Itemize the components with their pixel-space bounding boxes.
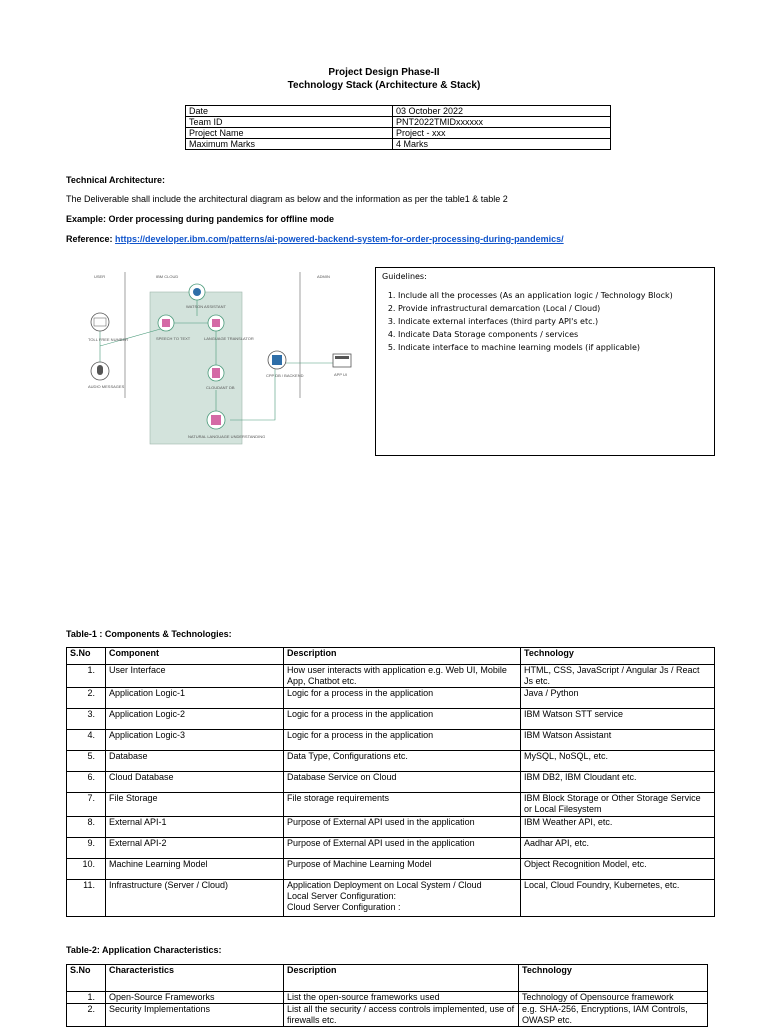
table-cell: Security Implementations bbox=[106, 1004, 284, 1027]
table-cell: Machine Learning Model bbox=[106, 859, 284, 880]
guideline-item: 3. Indicate external interfaces (third party API's etc.) bbox=[398, 315, 708, 328]
meta-label: Team ID bbox=[186, 117, 393, 128]
table-cell: Logic for a process in the application bbox=[284, 730, 521, 751]
table-row bbox=[67, 838, 715, 859]
table-cell: User Interface bbox=[106, 665, 284, 688]
table-row bbox=[67, 817, 715, 838]
table-cell: Purpose of External API used in the application bbox=[284, 838, 521, 859]
meta-row bbox=[186, 117, 611, 128]
table-cell: Object Recognition Model, etc. bbox=[521, 859, 715, 880]
table-cell: HTML, CSS, JavaScript / Angular Js / React Js etc. bbox=[521, 665, 715, 688]
table-cell: Data Type, Configurations etc. bbox=[284, 751, 521, 772]
reference-label: Reference: bbox=[66, 234, 113, 244]
table-cell: MySQL, NoSQL, etc. bbox=[521, 751, 715, 772]
node-label: SPEECH TO TEXT bbox=[156, 336, 191, 341]
guideline-item: 2. Provide infrastructural demarcation (Local / Cloud) bbox=[398, 302, 708, 315]
column-header: Characteristics bbox=[106, 965, 284, 992]
meta-label: Date bbox=[186, 106, 393, 117]
table2-caption: Table-2: Application Characteristics: bbox=[66, 945, 222, 955]
meta-table bbox=[185, 105, 611, 150]
table-cell: Logic for a process in the application bbox=[284, 688, 521, 709]
table-cell: 8. bbox=[67, 817, 106, 838]
table1-caption: Table-1 : Components & Technologies: bbox=[66, 629, 232, 639]
guidelines-box bbox=[375, 267, 715, 456]
table-cell: Infrastructure (Server / Cloud) bbox=[106, 880, 284, 917]
nlu-icon bbox=[211, 415, 221, 425]
table-row bbox=[67, 1004, 708, 1027]
language-translator-icon bbox=[212, 319, 220, 327]
components-table-body bbox=[67, 665, 715, 917]
column-header: Technology bbox=[521, 648, 715, 665]
table-row bbox=[67, 772, 715, 793]
table-cell: Open-Source Frameworks bbox=[106, 992, 284, 1004]
table-cell: 2. bbox=[67, 1004, 106, 1027]
table-cell: 9. bbox=[67, 838, 106, 859]
table-cell: How user interacts with application e.g. Web UI, Mobile App, Chatbot etc. bbox=[284, 665, 521, 688]
table-cell: External API-1 bbox=[106, 817, 284, 838]
node-label: WATSON ASSISTANT bbox=[186, 304, 226, 309]
table-cell: File storage requirements bbox=[284, 793, 521, 817]
phone-icon bbox=[94, 318, 106, 326]
table-cell: 1. bbox=[67, 665, 106, 688]
node-label: NATURAL LANGUAGE UNDERSTANDING bbox=[188, 434, 266, 439]
speech-to-text-icon bbox=[162, 319, 170, 327]
meta-label: Project Name bbox=[186, 128, 393, 139]
table-cell: Local, Cloud Foundry, Kubernetes, etc. bbox=[521, 880, 715, 917]
example-line: Example: Order processing during pandemics for offline mode bbox=[66, 214, 335, 224]
table-cell: 10. bbox=[67, 859, 106, 880]
guideline-item: 4. Indicate Data Storage components / services bbox=[398, 328, 708, 341]
meta-value: PNT2022TMIDxxxxxx bbox=[393, 117, 611, 128]
table-cell: Database Service on Cloud bbox=[284, 772, 521, 793]
table-row bbox=[67, 665, 715, 688]
page-title: Project Design Phase-II bbox=[328, 67, 440, 78]
diagram-col-cloud: IBM CLOUD bbox=[156, 274, 179, 279]
table-row bbox=[67, 709, 715, 730]
table-cell: Application Logic-2 bbox=[106, 709, 284, 730]
table-cell: Application Logic-3 bbox=[106, 730, 284, 751]
table-cell: Technology of Opensource framework bbox=[519, 992, 708, 1004]
guideline-item: 5. Indicate interface to machine learning models (if applicable) bbox=[398, 341, 708, 354]
table-row bbox=[67, 992, 708, 1004]
table-cell: IBM DB2, IBM Cloudant etc. bbox=[521, 772, 715, 793]
column-header: Component bbox=[106, 648, 284, 665]
column-header: Description bbox=[284, 648, 521, 665]
components-table bbox=[66, 647, 715, 917]
characteristics-table bbox=[66, 964, 708, 1027]
table-cell: File Storage bbox=[106, 793, 284, 817]
table-cell: IBM Watson STT service bbox=[521, 709, 715, 730]
table-cell: Logic for a process in the application bbox=[284, 709, 521, 730]
table-cell: Aadhar API, etc. bbox=[521, 838, 715, 859]
diagram-col-user: USER bbox=[94, 274, 106, 279]
column-header: Description bbox=[284, 965, 519, 992]
table-cell: Application Deployment on Local System / Cloud Local Server Configuration: Cloud Server Configuration : bbox=[284, 880, 521, 917]
column-header: S.No bbox=[67, 965, 106, 992]
meta-row bbox=[186, 128, 611, 139]
table-cell: List the open-source frameworks used bbox=[284, 992, 519, 1004]
table-row bbox=[67, 880, 715, 917]
table-header-row bbox=[67, 965, 708, 992]
watson-assistant-icon bbox=[193, 288, 201, 296]
table-row bbox=[67, 751, 715, 772]
table-cell: 4. bbox=[67, 730, 106, 751]
meta-value: 4 Marks bbox=[393, 139, 611, 150]
reference-link[interactable]: https://developer.ibm.com/patterns/ai-powered-backend-system-for-order-processing-during-pandemics/ bbox=[115, 234, 564, 244]
table-cell: Application Logic-1 bbox=[106, 688, 284, 709]
table-cell: Cloud Database bbox=[106, 772, 284, 793]
table-cell: 6. bbox=[67, 772, 106, 793]
diagram-col-admin: ADMIN bbox=[317, 274, 330, 279]
tech-arch-heading: Technical Architecture: bbox=[66, 175, 166, 185]
table-cell: Purpose of Machine Learning Model bbox=[284, 859, 521, 880]
table-cell: e.g. SHA-256, Encryptions, IAM Controls, OWASP etc. bbox=[519, 1004, 708, 1027]
table-row bbox=[67, 688, 715, 709]
meta-row bbox=[186, 139, 611, 150]
table-cell: IBM Watson Assistant bbox=[521, 730, 715, 751]
node-label: CPP DB / BACKEND bbox=[266, 373, 304, 378]
window-icon bbox=[335, 356, 349, 359]
table-cell: 2. bbox=[67, 688, 106, 709]
node-label: LANGUAGE TRANSLATOR bbox=[204, 336, 254, 341]
architecture-diagram bbox=[80, 268, 370, 458]
column-header: S.No bbox=[67, 648, 106, 665]
table-cell: External API-2 bbox=[106, 838, 284, 859]
table-cell: Database bbox=[106, 751, 284, 772]
meta-row bbox=[186, 106, 611, 117]
guidelines-list bbox=[382, 289, 708, 354]
table-header-row bbox=[67, 648, 715, 665]
meta-value: Project - xxx bbox=[393, 128, 611, 139]
table-cell: List all the security / access controls implemented, use of firewalls etc. bbox=[284, 1004, 519, 1027]
database-icon bbox=[272, 355, 282, 365]
guidelines-title: Guidelines: bbox=[382, 272, 427, 281]
characteristics-table-body bbox=[67, 992, 708, 1027]
meta-label: Maximum Marks bbox=[186, 139, 393, 150]
microphone-icon bbox=[97, 365, 103, 375]
table-row bbox=[67, 793, 715, 817]
ibm-cloud-zone bbox=[150, 292, 242, 444]
table-row bbox=[67, 730, 715, 751]
reference-line bbox=[66, 234, 564, 244]
table-cell: Purpose of External API used in the application bbox=[284, 817, 521, 838]
node-label: TOLL FREE NUMBER bbox=[88, 337, 129, 342]
cloudant-icon bbox=[212, 368, 220, 378]
tech-arch-intro: The Deliverable shall include the architectural diagram as below and the information as per the table1 & table 2 bbox=[66, 194, 508, 204]
table-row bbox=[67, 859, 715, 880]
table-cell: IBM Weather API, etc. bbox=[521, 817, 715, 838]
table-cell: Java / Python bbox=[521, 688, 715, 709]
table-cell: 5. bbox=[67, 751, 106, 772]
meta-value: 03 October 2022 bbox=[393, 106, 611, 117]
table-cell: 11. bbox=[67, 880, 106, 917]
node-label: APP UI bbox=[334, 372, 348, 377]
page-subtitle: Technology Stack (Architecture & Stack) bbox=[287, 80, 481, 91]
table-cell: 1. bbox=[67, 992, 106, 1004]
table-cell: 3. bbox=[67, 709, 106, 730]
node-label: AUDIO MESSAGES bbox=[88, 384, 125, 389]
guideline-item: 1. Include all the processes (As an application logic / Technology Block) bbox=[398, 289, 708, 302]
node-label: CLOUDANT DB bbox=[206, 385, 235, 390]
table-cell: 7. bbox=[67, 793, 106, 817]
app-ui-node bbox=[333, 354, 351, 367]
table-cell: IBM Block Storage or Other Storage Service or Local Filesystem bbox=[521, 793, 715, 817]
column-header: Technology bbox=[519, 965, 708, 992]
